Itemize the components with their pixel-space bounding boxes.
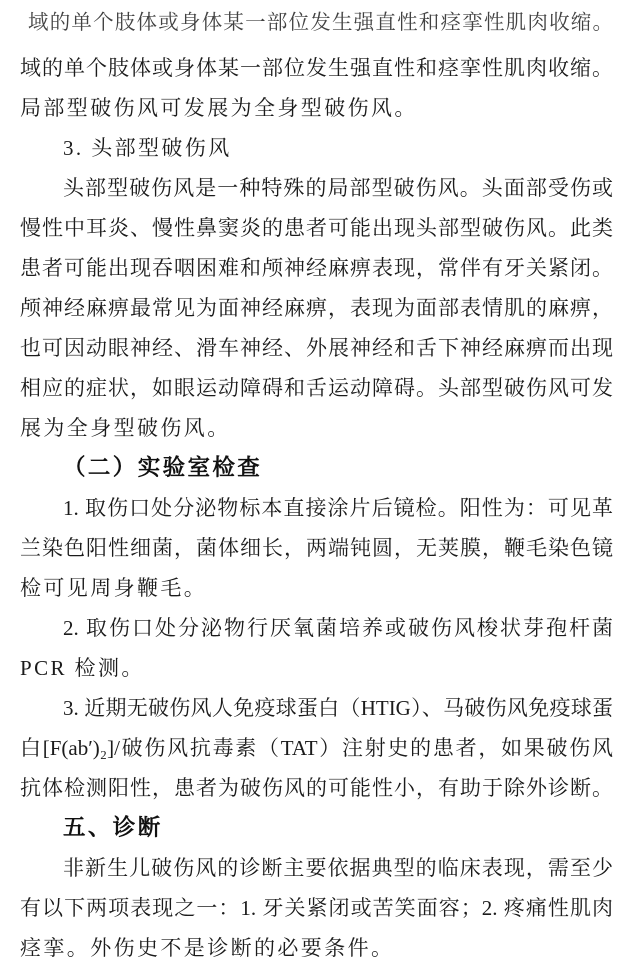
text-line: 头部型破伤风是一种特殊的局部型破伤风。头面部受伤或 <box>63 176 613 200</box>
text-line: 慢性中耳炎、慢性鼻窦炎的患者可能出现头部型破伤风。此类 <box>20 216 613 240</box>
text-line: 抗体检测阳性，患者为破伤风的可能性小，有助于除外诊断。 <box>20 776 613 800</box>
text-line: 域的单个肢体或身体某一部位发生强直性和痉挛性肌肉收缩。 <box>28 12 613 34</box>
text-line: 2. 取伤口处分泌物行厌氧菌培养或破伤风梭状芽孢杆菌 <box>63 616 613 640</box>
text-line: 3. 头部型破伤风 <box>63 136 232 160</box>
text-line: 检可见周身鞭毛。 <box>20 576 208 600</box>
document-body <box>20 3 613 968</box>
text-line: 非新生儿破伤风的诊断主要依据典型的临床表现，需至少 <box>63 856 613 880</box>
text-line: 白[F(ab′)₂]/破伤风抗毒素（TAT）注射史的患者，如果破伤风 <box>20 736 613 760</box>
text-line: 也可因动眼神经、滑车神经、外展神经和舌下神经麻痹而出现 <box>20 336 613 360</box>
text-line: 颅神经麻痹最常见为面神经麻痹，表现为面部表情肌的麻痹， <box>20 296 613 320</box>
text-line: 患者可能出现吞咽困难和颅神经麻痹表现，常伴有牙关紧闭。 <box>20 256 613 280</box>
text-line: 痉挛。外伤史不是诊断的必要条件。 <box>20 936 395 960</box>
text-line: 局部型破伤风可发展为全身型破伤风。 <box>20 96 418 120</box>
text-line: 3. 近期无破伤风人免疫球蛋白（HTIG）、马破伤风免疫球蛋 <box>63 696 613 720</box>
text-line: 相应的症状，如眼运动障碍和舌运动障碍。头部型破伤风可发 <box>20 376 613 400</box>
text-line: 展为全身型破伤风。 <box>20 416 231 440</box>
text-line: 1. 取伤口处分泌物标本直接涂片后镜检。阳性为：可见革 <box>63 496 613 520</box>
section-heading: （二）实验室检查 <box>63 455 263 480</box>
text-line: 有以下两项表现之一：1. 牙关紧闭或苦笑面容；2. 疼痛性肌肉 <box>20 896 613 920</box>
text-line: 域的单个肢体或身体某一部位发生强直性和痉挛性肌肉收缩。 <box>20 56 613 80</box>
section-heading: 五、诊断 <box>63 815 163 840</box>
text-line: PCR 检测。 <box>20 656 145 680</box>
text-line: 兰染色阳性细菌，菌体细长，两端钝圆，无荚膜，鞭毛染色镜 <box>20 536 613 560</box>
